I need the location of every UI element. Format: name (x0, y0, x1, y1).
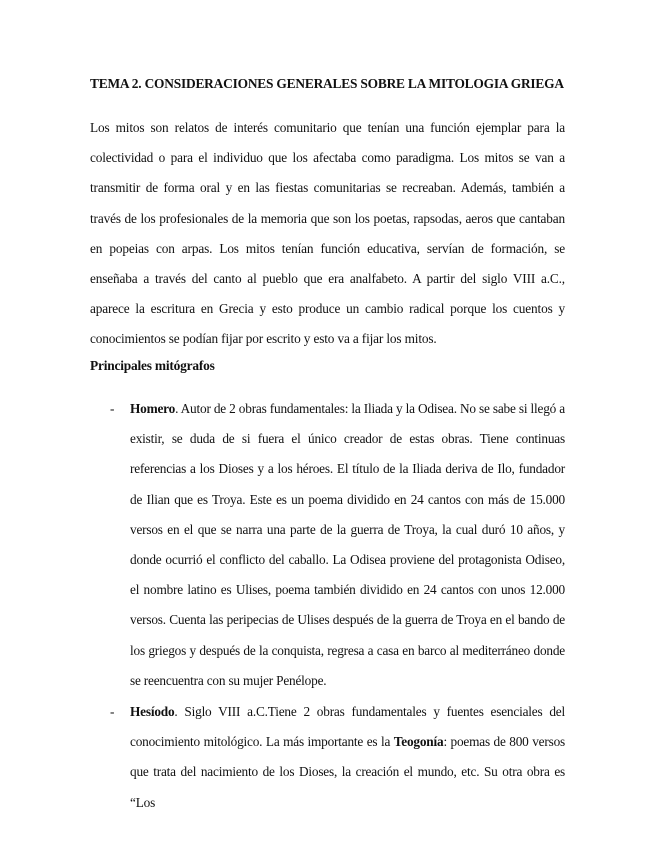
list-item-hesiodo (90, 697, 565, 818)
author-text-hesiodo-before: . Siglo VIII a.C.Tiene 2 obras fundamentales y fuentes esenciales del conocimiento mitológico. La más importante es la (130, 704, 565, 750)
author-text-hesiodo-after: : poemas de 800 versos que trata del nacimiento de los Dioses, la creación el mundo, etc. Su otra obra es “Los (130, 734, 565, 810)
list-item-homero (90, 394, 565, 696)
mythographers-list (90, 394, 565, 819)
document-title: TEMA 2. CONSIDERACIONES GENERALES SOBRE LA MITOLOGIA GRIEGA (90, 76, 564, 91)
author-text-homero: . Autor de 2 obras fundamentales: la Iliada y la Odisea. No se sabe si llegó a existir, se duda de si fuera el único creador de estas obras. Tiene continuas referencias a los Dioses y a los héroes. El título de la Iliada deriva de Ilo, fundador de Ilian que es Troya. Este es un poema dividido en 24 cantos con más de 15.000 versos en el que se narra una parte de la guerra de Troya, la cual duró 10 años, y donde ocurrió el conflicto del caballo. La Odisea proviene del protagonista Odiseo, el nombre latino es Ulises, poema también dividido en 24 cantos con unos 12.000 versos. Cuenta las peripecias de Ulises después de la guerra de Troya en el bando de los griegos y después de la conquista, regresa a casa en barco al mediterráneo donde se reencuentra con su mujer Penélope. (130, 401, 565, 688)
section-title: Principales mitógrafos (90, 358, 215, 373)
author-name-hesiodo: Hesíodo (130, 704, 175, 720)
intro-paragraph: Los mitos son relatos de interés comunitario que tenían una función ejemplar para la colectividad o para el individuo que los afectaba como paradigma. Los mitos se van a transmitir de forma oral y en las fiestas comunitarias se recreaban. Además, también a través de los profesionales de la memoria que son los poetas, rapsodas, aeros que cantaban en popeias con arpas. Los mitos tenían función educativa, servían de formación, se enseñaba a través del canto al pueblo que era analfabeto. A partir del siglo VIII a.C., aparece la escritura en Grecia y esto produce un cambio radical porque los cuentos y conocimientos se podían fijar por escrito y esto va a fijar los mitos. (90, 120, 565, 347)
author-name-homero: Homero (130, 401, 176, 416)
bullet-dash: - (110, 704, 115, 720)
bullet-dash: - (110, 401, 115, 416)
work-title-teogonia: Teogonía (393, 734, 444, 750)
